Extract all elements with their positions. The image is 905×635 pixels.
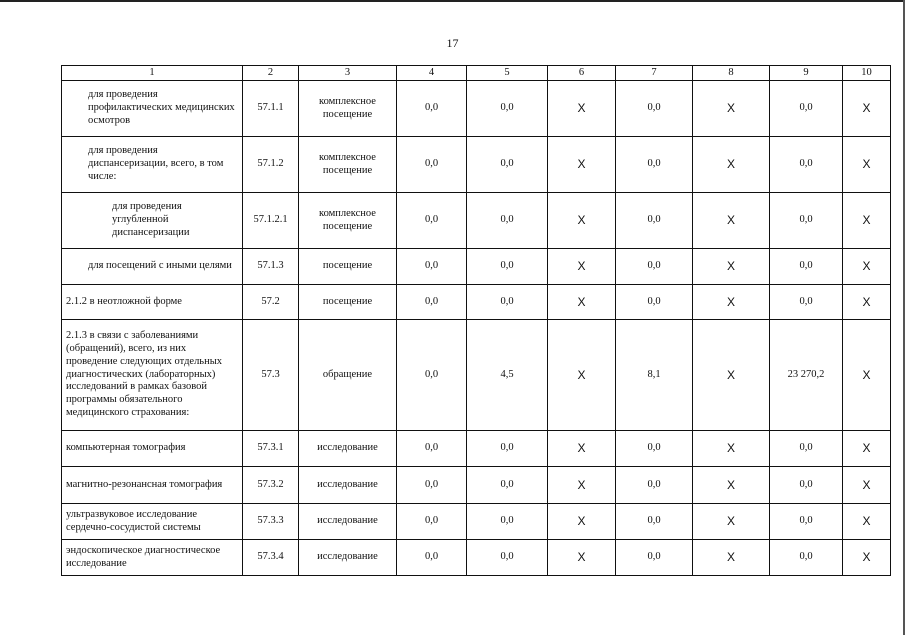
row-value-cell: 0,0: [467, 193, 548, 249]
row-unit-cell: исследование: [299, 431, 397, 467]
table-row: [62, 193, 891, 249]
row-name-cell: 2.1.3 в связи с заболеваниями (обращений), всего, из них проведение следующих отдельных диагностических (лабораторных) исследований в рамках базовой программы обязательного медицинского страхования:: [62, 320, 243, 431]
row-value-cell: 8,1: [616, 320, 693, 431]
row-code-cell: 57.1.1: [243, 81, 299, 137]
row-unit-cell: исследование: [299, 467, 397, 504]
row-value-cell: 0,0: [770, 540, 843, 576]
row-value-cell: 0,0: [397, 193, 467, 249]
row-unit-cell: обращение: [299, 320, 397, 431]
row-unit-cell: комплексное посещение: [299, 81, 397, 137]
row-unit-cell: исследование: [299, 540, 397, 576]
row-name-cell: ультразвуковое исследование сердечно-сосудистой системы: [62, 504, 243, 540]
column-header-3: 3: [299, 66, 397, 81]
row-value-cell: 0,0: [616, 137, 693, 193]
row-value-cell: 0,0: [467, 504, 548, 540]
row-value-cell: 0,0: [397, 540, 467, 576]
row-value-cell: 0,0: [467, 540, 548, 576]
row-x-cell: Х: [548, 504, 616, 540]
column-header-5: 5: [467, 66, 548, 81]
row-x-cell: Х: [693, 137, 770, 193]
row-name-cell: для проведения профилактических медицинских осмотров: [62, 81, 243, 137]
row-x-cell: Х: [548, 193, 616, 249]
row-value-cell: 0,0: [770, 137, 843, 193]
row-x-cell: Х: [548, 320, 616, 431]
row-unit-cell: комплексное посещение: [299, 193, 397, 249]
row-value-cell: 0,0: [616, 540, 693, 576]
row-value-cell: 0,0: [467, 249, 548, 285]
table-row: [62, 137, 891, 193]
row-value-cell: 0,0: [397, 431, 467, 467]
row-value-cell: 0,0: [397, 467, 467, 504]
row-name-cell: магнитно-резонансная томография: [62, 467, 243, 504]
row-value-cell: 0,0: [770, 81, 843, 137]
row-value-cell: 0,0: [467, 285, 548, 320]
row-x-cell: Х: [548, 137, 616, 193]
row-value-cell: 0,0: [770, 249, 843, 285]
row-value-cell: 0,0: [467, 81, 548, 137]
row-value-cell: 0,0: [616, 285, 693, 320]
row-x-cell: Х: [843, 540, 891, 576]
row-x-cell: Х: [843, 285, 891, 320]
row-x-cell: Х: [693, 504, 770, 540]
row-code-cell: 57.1.3: [243, 249, 299, 285]
row-x-cell: Х: [843, 137, 891, 193]
row-unit-cell: исследование: [299, 504, 397, 540]
table-row: [62, 431, 891, 467]
column-header-8: 8: [693, 66, 770, 81]
data-table: [61, 65, 891, 576]
row-value-cell: 0,0: [770, 467, 843, 504]
row-value-cell: 0,0: [616, 467, 693, 504]
row-code-cell: 57.3.1: [243, 431, 299, 467]
row-x-cell: Х: [548, 81, 616, 137]
row-value-cell: 0,0: [770, 285, 843, 320]
table-row: [62, 467, 891, 504]
row-x-cell: Х: [843, 431, 891, 467]
row-name-cell: для проведения углубленной диспансеризации: [62, 193, 243, 249]
row-value-cell: 0,0: [467, 467, 548, 504]
row-x-cell: Х: [843, 504, 891, 540]
table-row: [62, 504, 891, 540]
row-code-cell: 57.2: [243, 285, 299, 320]
row-x-cell: Х: [693, 320, 770, 431]
row-value-cell: 0,0: [770, 431, 843, 467]
row-value-cell: 0,0: [467, 137, 548, 193]
row-x-cell: Х: [693, 81, 770, 137]
row-value-cell: 0,0: [616, 193, 693, 249]
table-row: [62, 249, 891, 285]
row-x-cell: Х: [693, 540, 770, 576]
row-x-cell: Х: [693, 431, 770, 467]
column-header-4: 4: [397, 66, 467, 81]
row-x-cell: Х: [548, 431, 616, 467]
row-code-cell: 57.3.4: [243, 540, 299, 576]
row-x-cell: Х: [843, 81, 891, 137]
row-code-cell: 57.1.2: [243, 137, 299, 193]
row-name-cell: для проведения диспансеризации, всего, в том числе:: [62, 137, 243, 193]
table-row: [62, 81, 891, 137]
row-unit-cell: посещение: [299, 249, 397, 285]
row-code-cell: 57.3: [243, 320, 299, 431]
table-header-row: [62, 66, 891, 81]
row-value-cell: 0,0: [616, 81, 693, 137]
row-x-cell: Х: [693, 467, 770, 504]
row-value-cell: 0,0: [397, 249, 467, 285]
column-header-6: 6: [548, 66, 616, 81]
row-x-cell: Х: [843, 320, 891, 431]
table-row: [62, 285, 891, 320]
row-code-cell: 57.3.2: [243, 467, 299, 504]
row-value-cell: 4,5: [467, 320, 548, 431]
row-unit-cell: посещение: [299, 285, 397, 320]
row-x-cell: Х: [693, 285, 770, 320]
row-name-cell: компьютерная томография: [62, 431, 243, 467]
row-name-cell: эндоскопическое диагностическое исследование: [62, 540, 243, 576]
row-x-cell: Х: [843, 249, 891, 285]
column-header-2: 2: [243, 66, 299, 81]
row-x-cell: Х: [548, 249, 616, 285]
page-number: 17: [446, 36, 459, 50]
row-value-cell: 0,0: [397, 285, 467, 320]
row-x-cell: Х: [843, 193, 891, 249]
row-x-cell: Х: [843, 467, 891, 504]
table-row: [62, 320, 891, 431]
row-value-cell: 0,0: [770, 193, 843, 249]
row-value-cell: 0,0: [616, 249, 693, 285]
row-x-cell: Х: [548, 285, 616, 320]
column-header-9: 9: [770, 66, 843, 81]
row-value-cell: 0,0: [397, 137, 467, 193]
row-value-cell: 0,0: [397, 81, 467, 137]
row-x-cell: Х: [693, 193, 770, 249]
row-name-cell: 2.1.2 в неотложной форме: [62, 285, 243, 320]
row-x-cell: Х: [548, 540, 616, 576]
column-header-7: 7: [616, 66, 693, 81]
row-value-cell: 0,0: [616, 504, 693, 540]
row-code-cell: 57.1.2.1: [243, 193, 299, 249]
row-value-cell: 0,0: [397, 320, 467, 431]
row-name-cell: для посещений с иными целями: [62, 249, 243, 285]
row-code-cell: 57.3.3: [243, 504, 299, 540]
row-unit-cell: комплексное посещение: [299, 137, 397, 193]
column-header-1: 1: [62, 66, 243, 81]
row-value-cell: 23 270,2: [770, 320, 843, 431]
row-value-cell: 0,0: [467, 431, 548, 467]
table-row: [62, 540, 891, 576]
row-x-cell: Х: [693, 249, 770, 285]
row-x-cell: Х: [548, 467, 616, 504]
column-header-10: 10: [843, 66, 891, 81]
row-value-cell: 0,0: [770, 504, 843, 540]
row-value-cell: 0,0: [616, 431, 693, 467]
row-value-cell: 0,0: [397, 504, 467, 540]
scan-edge-top: [0, 0, 905, 2]
